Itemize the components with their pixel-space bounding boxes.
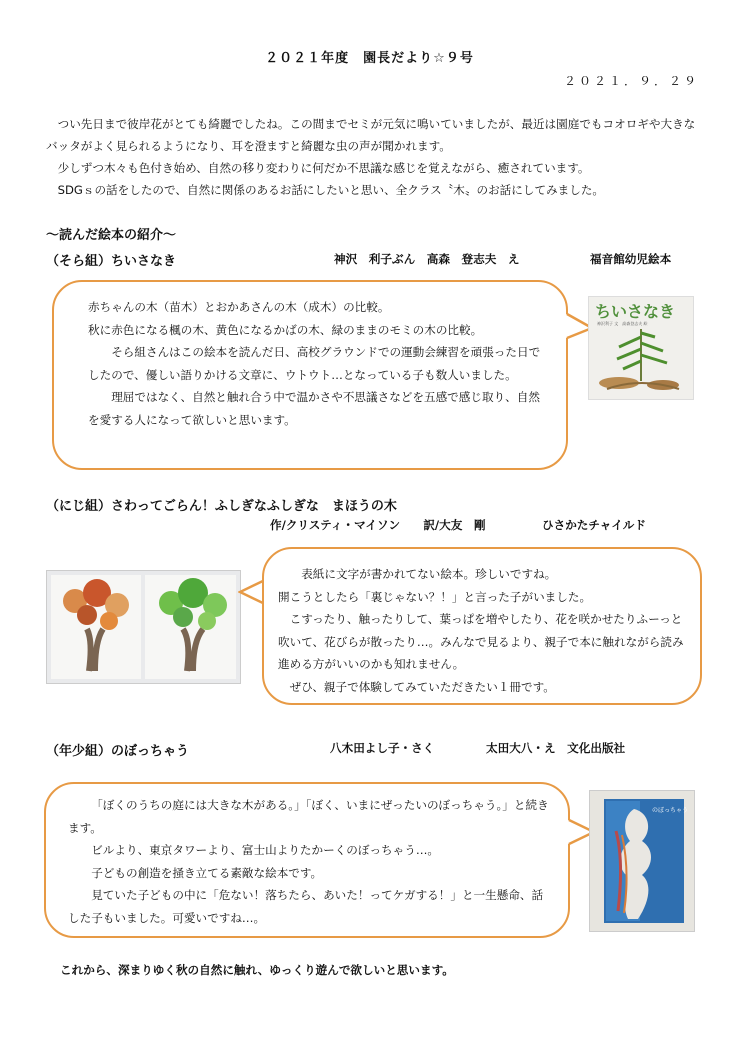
- bubble-line: そら組さんはこの絵本を読んだ日、高校グラウンドでの運動会練習を頑張った日でしたので、優しい語りかける文章に、ウトウト…となっている子も数人いました。: [88, 345, 541, 382]
- book-1-publisher: 福音館幼児絵本: [590, 252, 672, 266]
- seedling-illustration: [589, 297, 693, 399]
- book-3-speech-bubble: [44, 782, 570, 938]
- bubble-line: 「ぼくのうちの庭には大きな木がある。」「ぼく、いまにぜったいのぼっちゃう。」と続きます。: [68, 798, 549, 835]
- intro-paragraph: 少しずつ木々も色付き始め、自然の移り変わりに何だか不思議な感じを覚えながら、癒されています。: [57, 161, 590, 175]
- bubble-line: 見ていた子どもの中に「危ない！落ちたら、あいた！ってケガする！」と一生懸命、話した子もいました。可愛いですね…。: [68, 888, 544, 925]
- book-3-title: （年少組）のぼっちゃう: [46, 744, 190, 759]
- book-1-author: 神沢 利子ぶん 高森 登志夫 え: [334, 252, 520, 266]
- bubble-line: 秋に赤色になる楓の木、黄色になるかばの木、緑のままのモミの木の比較。: [88, 322, 483, 337]
- intro-paragraph: つい先日まで彼岸花がとても綺麗でしたね。この間までセミが元気に鳴いていましたが、最近は園庭でもコオロギや大きなバッタがよく見られるようになり、耳を澄ますと綺麗な虫の声が聞かれます。: [46, 117, 696, 153]
- bubble-line: ビルより、東京タワーより、富士山よりたかーくのぼっちゃう…。: [91, 843, 440, 857]
- tree-illustration: [47, 571, 240, 683]
- book-1-speech-bubble: [52, 280, 568, 470]
- section-heading: ～読んだ絵本の紹介～: [46, 228, 177, 243]
- bubble-line: 赤ちゃんの木（苗木）とおかあさんの木（成木）の比較。: [88, 300, 390, 314]
- bubble-line: こすったり、触ったりして、葉っぱを増やしたり、花を咲かせたりふーっと吹いて、花びらが散ったり…。みんなで見るより、親子で本に触れながら読み進める方がいいのかも知れません。: [278, 612, 684, 671]
- book-3-cover-image: [589, 790, 695, 932]
- book-2-publisher: ひさかたチャイルド: [542, 518, 646, 532]
- book-1-title: （そら組）ちいさなき: [46, 254, 177, 269]
- page-title: ２０２１年度 園長だより☆９号: [265, 51, 474, 66]
- book-1-cover-title: ちいさなき: [595, 302, 676, 321]
- bubble-line: 表紙に文字が書かれてない絵本。珍しいですね。: [301, 567, 557, 581]
- bubble-line: 理屈ではなく、自然と触れ合う中で温かさや不思議さなどを五感で感じ取り、自然を愛する人になって欲しいと思います。: [88, 390, 540, 427]
- book-2-cover-image: [46, 570, 241, 684]
- book-2-author: 作/クリスティ・マイソン 訳/大友 剛: [270, 518, 486, 532]
- book-3-cover-title: のぼっちゃう: [652, 807, 689, 814]
- book-3-publisher: 太田大八・え 文化出版社: [486, 741, 626, 755]
- issue-date: ２０２１．９．２９: [563, 74, 699, 88]
- book-3-author: 八木田よし子・さく: [330, 741, 435, 755]
- book-1-cover-image: [588, 296, 694, 400]
- book-2-speech-bubble: [262, 547, 702, 705]
- intro-text: [46, 113, 706, 201]
- closing-message: これから、深まりゆく秋の自然に触れ、ゆっくり遊んで欲しいと思います。: [60, 963, 454, 977]
- book-1-cover-credit: 神沢利子 文 高森登志夫 絵: [597, 321, 648, 326]
- bubble-line: 子どもの創造を掻き立てる素敵な絵本です。: [91, 865, 323, 880]
- bubble-line: ぜひ、親子で体験してみていただきたい１冊です。: [289, 679, 555, 694]
- intro-paragraph: SDGｓの話をしたので、自然に関係のあるお話にしたいと思い、全クラス〝木〟のお話にしてみました。: [57, 183, 605, 197]
- book-2-title: （にじ組）さわってごらん！ふしぎなふしぎな まほうの木: [46, 499, 397, 514]
- bubble-line: 開こうとしたら「裏じゃない？！」と言った子がいました。: [278, 589, 592, 604]
